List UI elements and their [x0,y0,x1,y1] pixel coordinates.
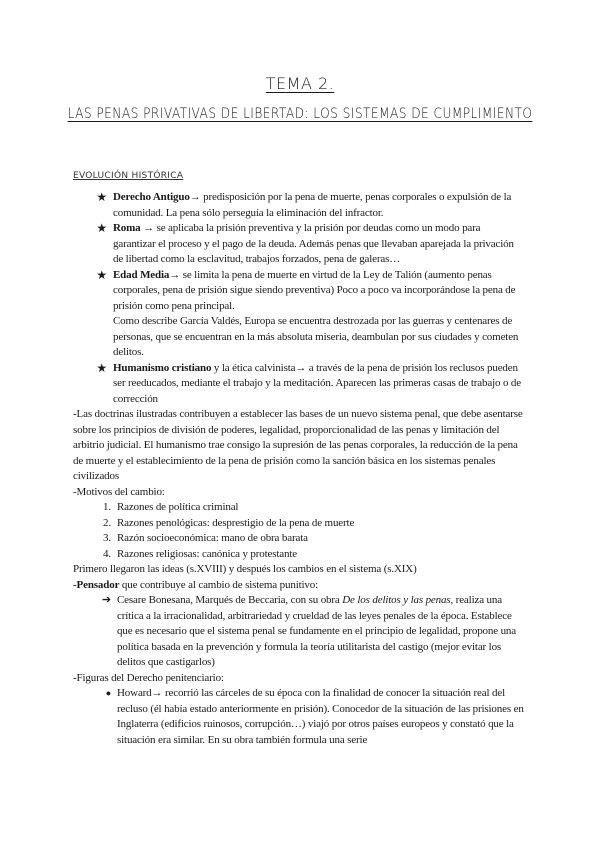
book-title: De los delitos y las penas [342,594,451,606]
list-item [73,516,525,532]
list-text: Razones de política criminal [117,501,239,513]
item-text: y la ética calvinista→ a través de la pena de prisión los reclusos pueden ser reeducados, mediante el trabajo y la meditación. Aparecen las primeras casas de trabajo o de corrección [113,361,521,405]
item-text: → se limita la pena de muerte en virtud de la Ley de Talión (aumento penas corporales, pena de prisión sigue siendo preventiva) Poco a poco va incorporándose la pena de prisión como pena principal. [113,268,516,312]
star-icon: ★ [96,267,107,282]
pensador-label [73,578,525,594]
list-item [73,268,525,361]
list-item [73,221,525,268]
item-extra-text: Como describe García Valdés, Europa se encuentra destrozada por las guerras y centenares de personas, que se encuentran en la más absoluta miseria, deambulan por sus ciudades y cometen delitos. [113,315,519,358]
list-item [73,593,525,671]
section-heading: EVOLUCIÓN HISTÓRICA [73,171,184,181]
document-body [73,190,525,748]
bullet-icon: ● [105,688,111,698]
list-text: Razones penológicas: desprestigio de la pena de muerte [117,516,355,529]
item-text: Cesare Bonesana, Marqués de Beccaria, con su obra [117,594,343,606]
star-icon: ★ [96,360,107,375]
list-item [73,686,525,748]
list-text: Razón socioeconómica: mano de obra barata [117,532,308,544]
list-number: 2. [103,516,111,529]
item-text: , realiza una crítica a la irracionalidad, arbitrariedad y crueldad de las leyes penales de la época. Establece que es necesario que el sistema penal se fundamente en el principio de legalidad, propone una política basada en la prevención y formula la teoría utilitarista del castigo (mejor evitar los delitos que castigarlos) [117,594,517,668]
list-item [73,531,525,547]
list-number: 3. [103,532,111,544]
list-item [73,361,525,408]
star-icon: ★ [96,190,107,204]
motivos-label: -Motivos del cambio: [73,485,165,498]
pensador-rest: que contribuye al cambio de sistema punitivo: [119,578,319,591]
item-text: → se aplicaba la prisión preventiva y la prisión por deudas como un modo para garantizar el proceso y el pago de la deuda. Además penas que llevaban aparejada la privación de libertad como la esclavitud, trabajos forzados, pena de galeras… [113,222,514,265]
paragraph-doctrinas: -Las doctrinas ilustradas contribuyen a establecer las bases de un nuevo sistema penal, que debe asentarse sobre los principios de división de poderes, legalidad, proporcionalidad de las penas y limitación del arbitrio judicial. El humanismo trae consigo la supresión de las penas corporales, la reducción de la pena de muerte y el establecimiento de la pena de prisión como la sanción básica en los sistemas penales civilizados [73,408,523,482]
star-icon: ★ [96,221,107,235]
item-term: Roma [113,222,141,234]
item-term: Derecho Antiguo [113,191,190,203]
item-term: Edad Media [113,268,170,281]
list-item [73,500,525,516]
item-text: Howard→ recorrió las cárceles de su época con la finalidad de conocer la situación real del recluso (él había estado anteriormente en prisión). Conocedor de la situación de las prisiones en Inglaterra (edificios ruinosos, corrupción…) viajó por otros países europeos y constató que la situación era similar. En su obra también formula una serie [117,687,524,746]
list-text: Razones religiosas: canónica y protestante [117,547,298,560]
list-item [73,547,525,563]
list-number: 4. [103,547,111,560]
item-term: Humanismo cristiano [113,361,212,374]
item-text: → predisposición por la pena de muerte, penas corporales o expulsión de la comunidad. La pena sólo perseguía la eliminación del infractor. [113,191,512,219]
page-subtitle: LAS PENAS PRIVATIVAS DE LIBERTAD: LOS SISTEMAS DE CUMPLIMIENTO [67,106,533,122]
list-item [73,190,525,221]
arrow-icon: ➔ [101,594,111,606]
pensador-term: -Pensador [73,578,120,591]
page-title: TEMA 2. [265,74,335,93]
list-number: 1. [103,501,111,513]
figuras-label: -Figuras del Derecho penitenciario: [73,671,224,684]
paragraph-primero: Primero llegaron las ideas (s.XVIII) y después los cambios en el sistema (s.XIX) [73,563,417,575]
